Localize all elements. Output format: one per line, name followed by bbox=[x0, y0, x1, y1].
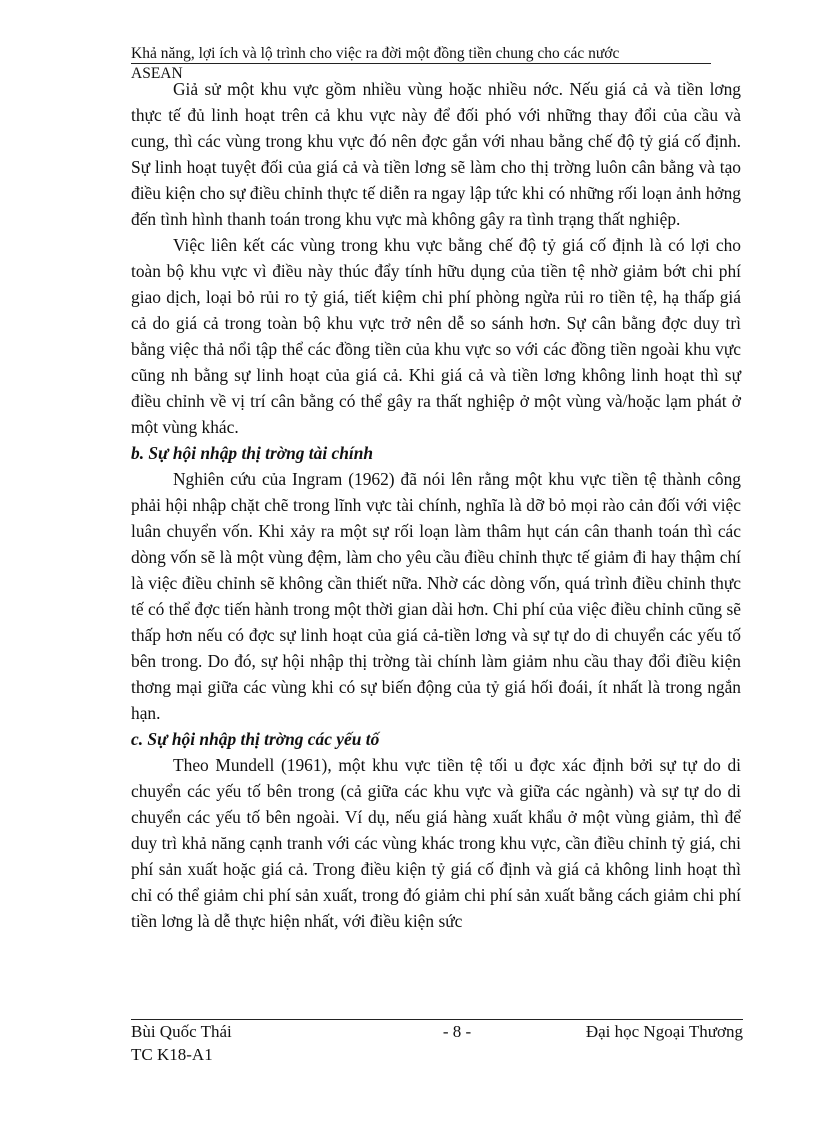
footer-class: TC K18-A1 bbox=[131, 1045, 213, 1064]
header-title-line2: ASEAN bbox=[131, 65, 183, 82]
section-heading-c: c. Sự hội nhập thị trờng các yếu tố bbox=[131, 729, 380, 749]
document-body bbox=[131, 76, 741, 934]
paragraph-2: Việc liên kết các vùng trong khu vực bằng chế độ tỷ giá cố định là có lợi cho toàn bộ khu vực vì điều này thúc đẩy tính hữu dụng của tiền tệ nhờ giảm bớt chi phí giao dịch, loại bỏ rủi ro tỷ giá, tiết kiệm chi phí phòng ngừa rủi ro tiền tệ, hạ thấp giá cả do giá cả trong toàn bộ khu vực trở nên dễ so sánh hơn. Sự cân bằng đợc duy trì bằng việc thả nổi tập thể các đồng tiền của khu vực so với các đồng tiền ngoài khu vực cũng nh bằng sự linh hoạt của giá cả. Khi giá cả và tiền lơng không linh hoạt thì sự điều chỉnh về vị trí cân bằng có thể gây ra thất nghiệp ở một vùng và/hoặc lạm phát ở một vùng khác. bbox=[131, 235, 741, 437]
section-heading-b: b. Sự hội nhập thị trờng tài chính bbox=[131, 443, 374, 463]
paragraph-1: Giả sử một khu vực gồm nhiều vùng hoặc nhiều nớc. Nếu giá cả và tiền lơng thực tế đủ linh hoạt trên cả khu vực này để đối phó với những thay đổi của cầu và cung, thì các vùng trong khu vực đó nên đợc gắn với nhau bằng chế độ tỷ giá cố định. Sự linh hoạt tuyệt đối của giá cả và tiền lơng sẽ làm cho thị trờng luôn cân bằng và tạo điều kiện cho sự điều chỉnh thực tế diễn ra ngay lập tức khi có những rối loạn ảnh hởng đến tình hình thanh toán trong khu vực mà không gây ra tình trạng thất nghiệp. bbox=[131, 79, 741, 229]
paragraph-4: Theo Mundell (1961), một khu vực tiền tệ tối u đợc xác định bởi sự tự do di chuyển các yếu tố bên trong (cả giữa các khu vực và giữa các ngành) và sự tự do di chuyển các yếu tố bên ngoài. Ví dụ, nếu giá hàng xuất khẩu ở một vùng giảm, thì để duy trì khả năng cạnh tranh với các vùng khác trong khu vực, cần điều chỉnh tỷ giá, chi phí sản xuất hoặc giá cả. Trong điều kiện tỷ giá cố định và giá cả không linh hoạt thì chỉ có thể giảm chi phí sản xuất, trong đó giảm chi phí sản xuất bằng cách giảm chi phí tiền lơng là dễ thực hiện nhất, với điều kiện sức bbox=[131, 755, 741, 931]
header-title-line1: Khả năng, lợi ích và lộ trình cho việc ra đời một đồng tiền chung cho các nước bbox=[131, 44, 711, 64]
paragraph-3: Nghiên cứu của Ingram (1962) đã nói lên rằng một khu vực tiền tệ thành công phải hội nhập chặt chẽ trong lĩnh vực tài chính, nghĩa là dỡ bỏ mọi rào cản đối với việc luân chuyển vốn. Khi xảy ra một sự rối loạn làm thâm hụt cán cân thanh toán thì các dòng vốn sẽ là một vùng đệm, làm cho yêu cầu điều chỉnh thực tế giảm đi hay thậm chí là việc điều chỉnh sẽ không cần thiết nữa. Nhờ các dòng vốn, quá trình điều chỉnh thực tế có thể đợc tiến hành trong một thời gian dài hơn. Chi phí của việc điều chỉnh cũng sẽ thấp hơn nếu có đợc sự linh hoạt của giá cả-tiền lơng và sự tự do di chuyển các yếu tố bên trong. Do đó, sự hội nhập thị trờng tài chính làm giảm nhu cầu thay đổi điều kiện thơng mại giữa các vùng khi có sự biến động của tỷ giá hối đoái, ít nhất là trong ngắn hạn. bbox=[131, 469, 741, 723]
footer-university: Đại học Ngoại Thương bbox=[585, 1022, 743, 1041]
footer-author: Bùi Quốc Thái bbox=[131, 1022, 232, 1041]
running-footer bbox=[131, 1020, 743, 1066]
page-number: - 8 - bbox=[442, 1022, 472, 1041]
